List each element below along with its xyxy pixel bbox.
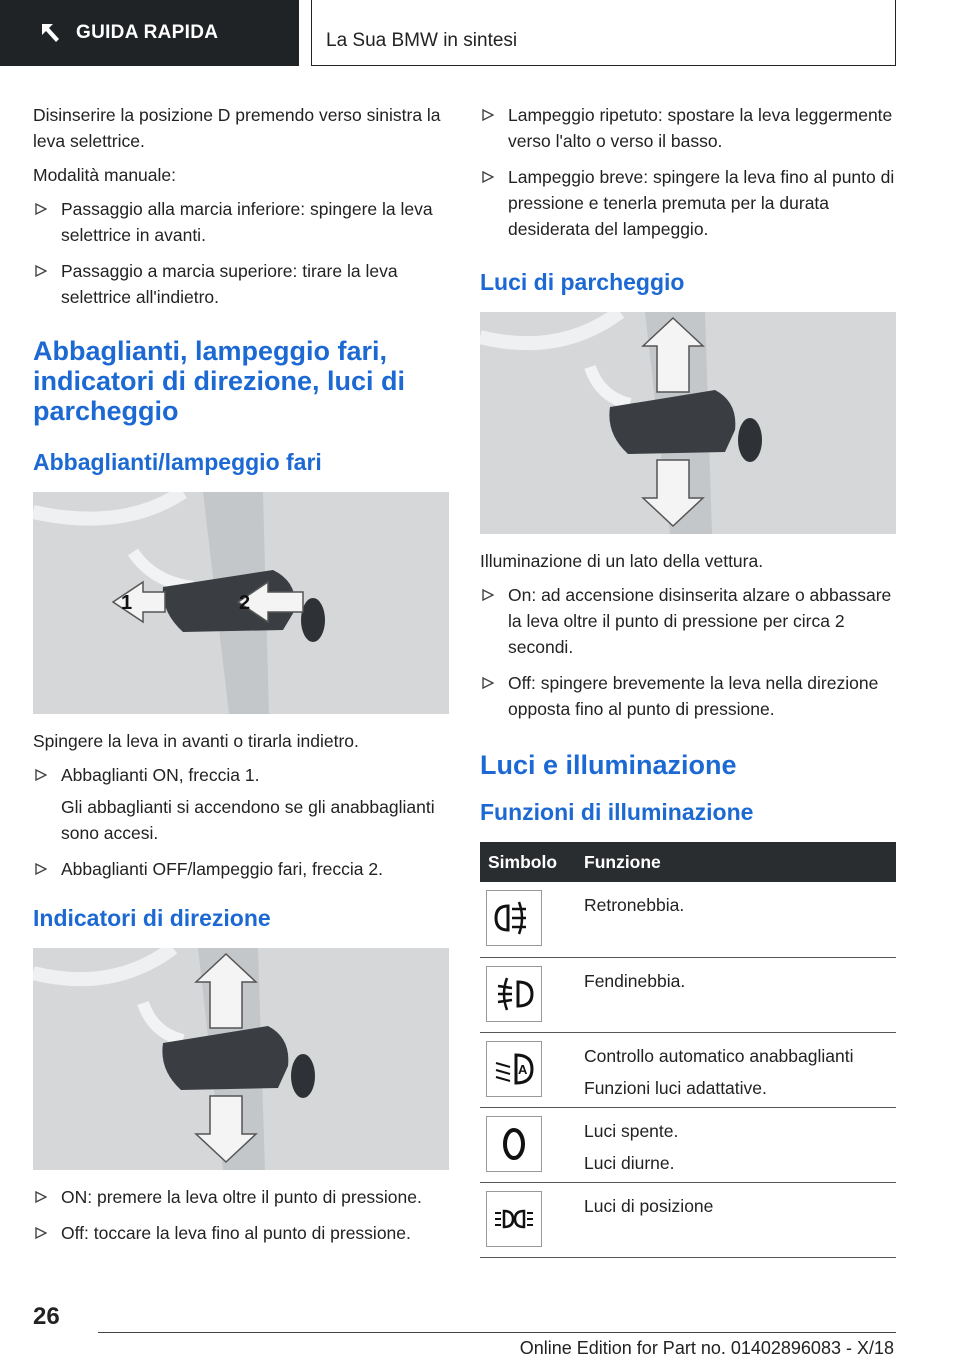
bullet-triangle-icon (482, 589, 494, 601)
section-title: Abbaglianti, lampeggio fari, indicatori di direzione, luci di parcheggio (33, 336, 406, 426)
list-item: Abbaglianti OFF/lampeggio fari, freccia 2. (33, 856, 449, 882)
footer-divider (98, 1332, 896, 1333)
front-fog-light-icon (486, 966, 542, 1022)
subsection-title: Luci di parcheggio (480, 269, 685, 295)
section-title: Luci e illuminazione (480, 750, 737, 780)
list-item: Off: spingere brevemente la leva nella direzione opposta fino al punto di pressione. (480, 670, 896, 722)
footer-edition: Online Edition for Part no. 01402896083 - X/18 (519, 1338, 894, 1358)
table-row: Fendinebbia. (480, 957, 896, 1032)
header-tab-label: GUIDA RAPIDA (76, 22, 219, 43)
lights-off-icon (486, 1116, 542, 1172)
subsection-title: Indicatori di direzione (33, 905, 271, 931)
list-item: Lampeggio ripetuto: spostare la leva leggermente verso l'alto o verso il basso. (480, 102, 896, 154)
guide-arrow-icon (40, 22, 62, 44)
subsection-title: Funzioni di illuminazione (480, 799, 754, 825)
list-item: On: ad accensione disinserita alzare o abbassare la leva oltre il punto di pressione per circa 2 secondi. (480, 582, 896, 660)
table-header-symbol: Simbolo (480, 842, 570, 882)
bullet-triangle-icon (35, 1227, 47, 1239)
manual-list (33, 196, 449, 310)
page-number: 26 (33, 1303, 60, 1330)
svg-text:A: A (518, 1061, 528, 1077)
flash-list (480, 102, 896, 242)
list-item: ON: premere la leva oltre il punto di pressione. (33, 1184, 449, 1210)
bullet-triangle-icon (35, 863, 47, 875)
arrow-label-1: 1 (121, 592, 133, 614)
list-item: Passaggio alla marcia inferiore: spingere la leva selettrice in avanti. (33, 196, 449, 248)
left-column (33, 102, 449, 1256)
bullet-triangle-icon (35, 1191, 47, 1203)
right-column (480, 102, 896, 1258)
paragraph: Modalità manuale: (33, 165, 176, 185)
lighting-functions-table (480, 842, 896, 1258)
bullet-triangle-icon (35, 203, 47, 215)
table-row: A Controllo automatico anabbaglianti Funzioni luci adattative. (480, 1032, 896, 1107)
auto-headlight-icon (486, 1041, 542, 1097)
bullet-triangle-icon (482, 677, 494, 689)
list-item: Passaggio a marcia superiore: tirare la leva selettrice all'indietro. (33, 258, 449, 310)
list-item: Abbaglianti ON, freccia 1. Gli abbaglianti si accendono se gli anabbaglianti sono accesi. (33, 762, 449, 846)
bullet-triangle-icon (482, 171, 494, 183)
header-tab[interactable] (0, 0, 299, 66)
table-row: Retronebbia. (480, 882, 896, 957)
list-item: Off: toccare la leva fino al punto di pressione. (33, 1220, 449, 1246)
rear-fog-light-icon (486, 890, 542, 946)
subsection-title: Abbaglianti/lampeggio fari (33, 449, 322, 475)
high-beam-list (33, 762, 449, 882)
turn-signal-illustration (33, 948, 449, 1170)
bullet-triangle-icon (35, 265, 47, 277)
parking-list (480, 582, 896, 722)
list-item: Lampeggio breve: spingere la leva fino al punto di pressione e tenerla premuta per la durata desiderata del lampeggio. (480, 164, 896, 242)
bullet-triangle-icon (482, 109, 494, 121)
high-beam-illustration (33, 492, 449, 714)
bullet-triangle-icon (35, 769, 47, 781)
paragraph: Disinserire la posizione D premendo verso sinistra la leva selettrice. (33, 105, 441, 151)
paragraph: Illuminazione di un lato della vettura. (480, 551, 764, 571)
table-row: Luci spente. Luci diurne. (480, 1107, 896, 1182)
table-header-function: Funzione (570, 842, 896, 882)
parking-light-icon (486, 1191, 542, 1247)
header-title: La Sua BMW in sintesi (311, 0, 896, 66)
paragraph: Spingere la leva in avanti o tirarla indietro. (33, 731, 359, 751)
turn-signal-list (33, 1184, 449, 1246)
parking-light-illustration (480, 312, 896, 534)
arrow-label-2: 2 (239, 592, 251, 614)
table-row: Luci di posizione (480, 1182, 896, 1257)
